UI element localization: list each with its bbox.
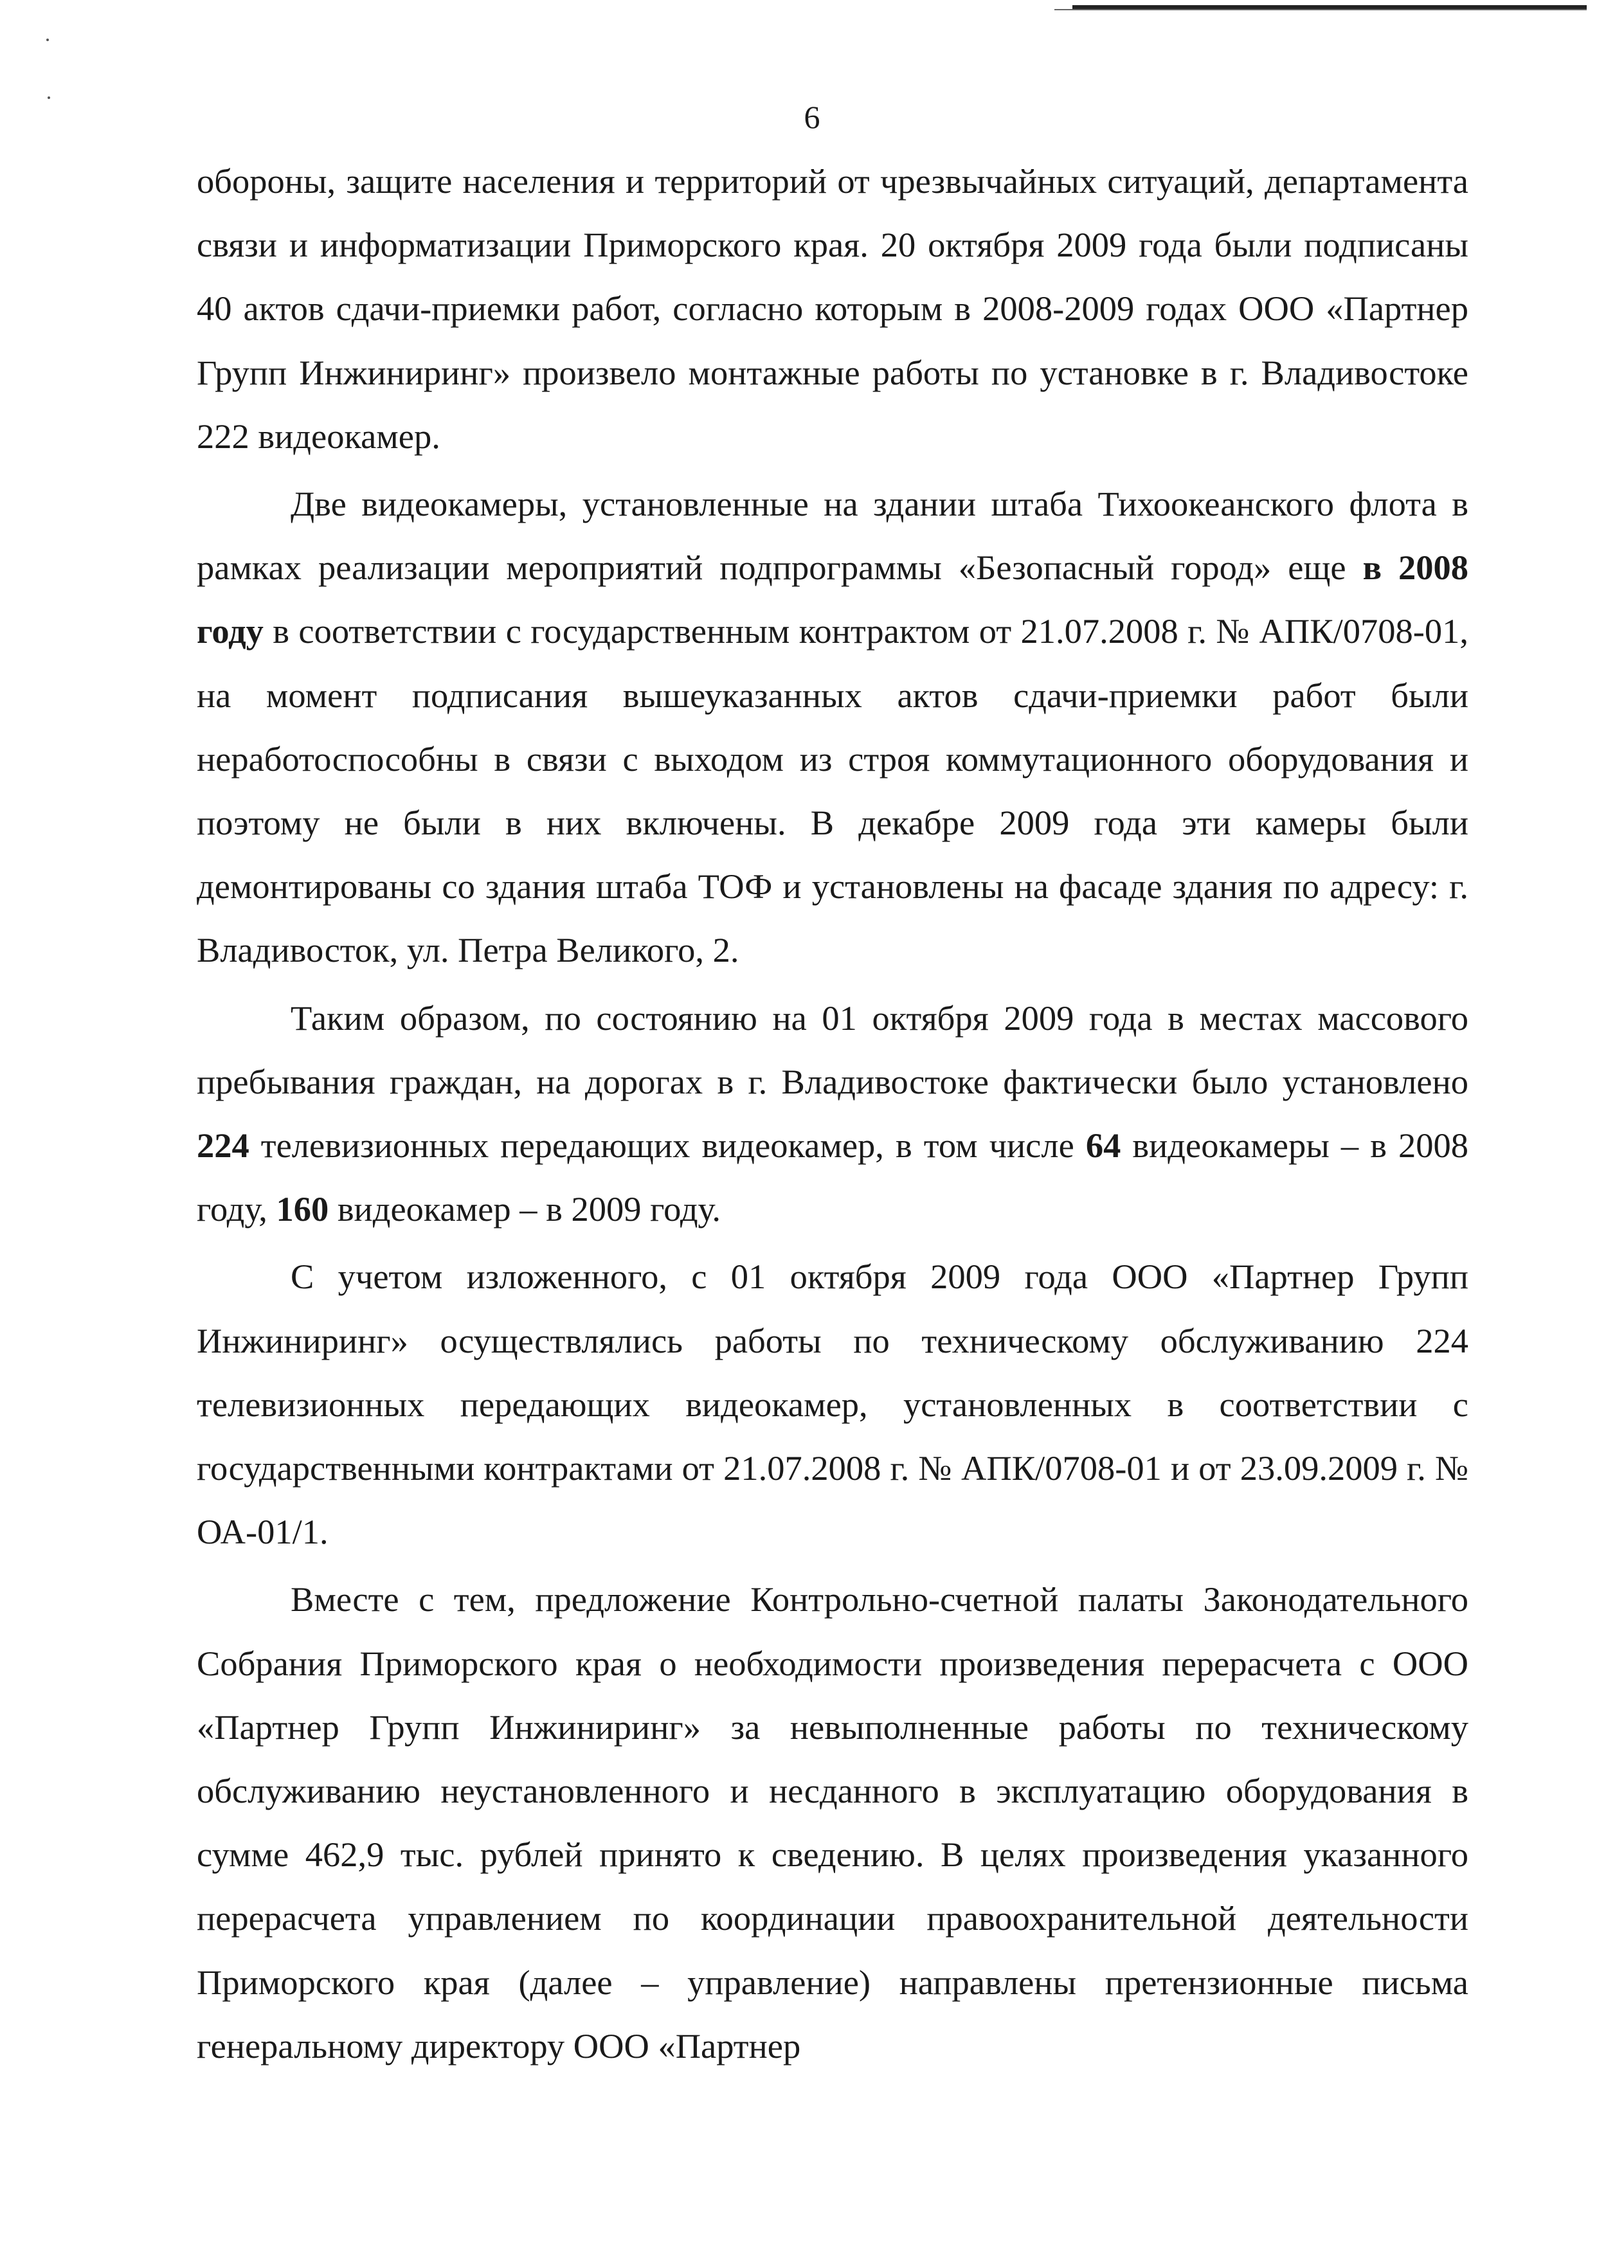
text-segment: С учетом изложенного, с 01 октября 2009 года ООО «Партнер Групп Инжиниринг» осуществлялись работы по техническому обслуживанию 224 телевизионных передающих видеокамер, установленных в соответствии с государственными контрактами от 21.07.2008 г. № АПК/0708-01 и от 23.09.2009 г. № ОА-01/1. bbox=[197, 1257, 1468, 1552]
text-segment: телевизионных передающих видеокамер, в том числе bbox=[249, 1126, 1086, 1166]
paragraph bbox=[197, 472, 1468, 982]
scan-speck bbox=[46, 39, 49, 41]
scan-top-rule-thin bbox=[1054, 9, 1587, 10]
text-segment: Две видеокамеры, установленные на здании штаба Тихоокеанского флота в рамках реализации мероприятий подпрограммы «Безопасный город» еще bbox=[197, 484, 1468, 588]
text-segment: Таким образом, по состоянию на 01 октября 2009 года в местах массового пребывания граждан, на дорогах в г. Владивостоке фактически было установлено bbox=[197, 998, 1468, 1101]
text-segment: в соответствии с государственным контрактом от 21.07.2008 г. № АПК/0708-01, на момент подписания вышеуказанных актов сдачи-приемки работ были неработоспособны в связи с выходом из строя коммутационного оборудования и поэтому не были в них включены. В декабре 2009 года эти камеры были демонтированы со здания штаба ТОФ и установлены на фасаде здания по адресу: г. Владивосток, ул. Петра Великого, 2. bbox=[197, 611, 1468, 970]
paragraph bbox=[197, 1567, 1468, 2078]
text-segment: видеокамер – в 2009 году. bbox=[329, 1189, 721, 1229]
document-body bbox=[197, 149, 1468, 2078]
bold-text: 160 bbox=[276, 1189, 329, 1229]
paragraph bbox=[197, 986, 1468, 1241]
scan-top-rule bbox=[1072, 5, 1587, 9]
bold-text: 224 bbox=[197, 1126, 249, 1166]
page-number: 6 bbox=[804, 99, 820, 135]
paragraph bbox=[197, 149, 1468, 468]
bold-text: в 2008 году bbox=[197, 548, 1468, 651]
bold-text: 64 bbox=[1085, 1126, 1121, 1166]
text-segment: видеокамеры – в 2008 году, bbox=[197, 1126, 1468, 1229]
text-segment: Вместе с тем, предложение Контрольно-счетной палаты Законодательного Собрания Приморского края о необходимости произведения перерасчета с ООО «Партнер Групп Инжиниринг» за невыполненные работы по техническому обслуживанию неустановленного и несданного в эксплуатацию оборудования в сумме 462,9 тыс. рублей принято к сведению. В целях произведения указанного перерасчета управлением по координации правоохранительной деятельности Приморского края (далее – управление) направлены претензионные письма генеральному директору ООО «Партнер bbox=[197, 1580, 1468, 2066]
text-segment: обороны, защите населения и территорий от чрезвычайных ситуаций, департамента связи и информатизации Приморского края. 20 октября 2009 года были подписаны 40 актов сдачи-приемки работ, согласно которым в 2008-2009 годах ООО «Партнер Групп Инжиниринг» произвело монтажные работы по установке в г. Владивостоке 222 видеокамер. bbox=[197, 161, 1468, 456]
paragraph bbox=[197, 1245, 1468, 1563]
